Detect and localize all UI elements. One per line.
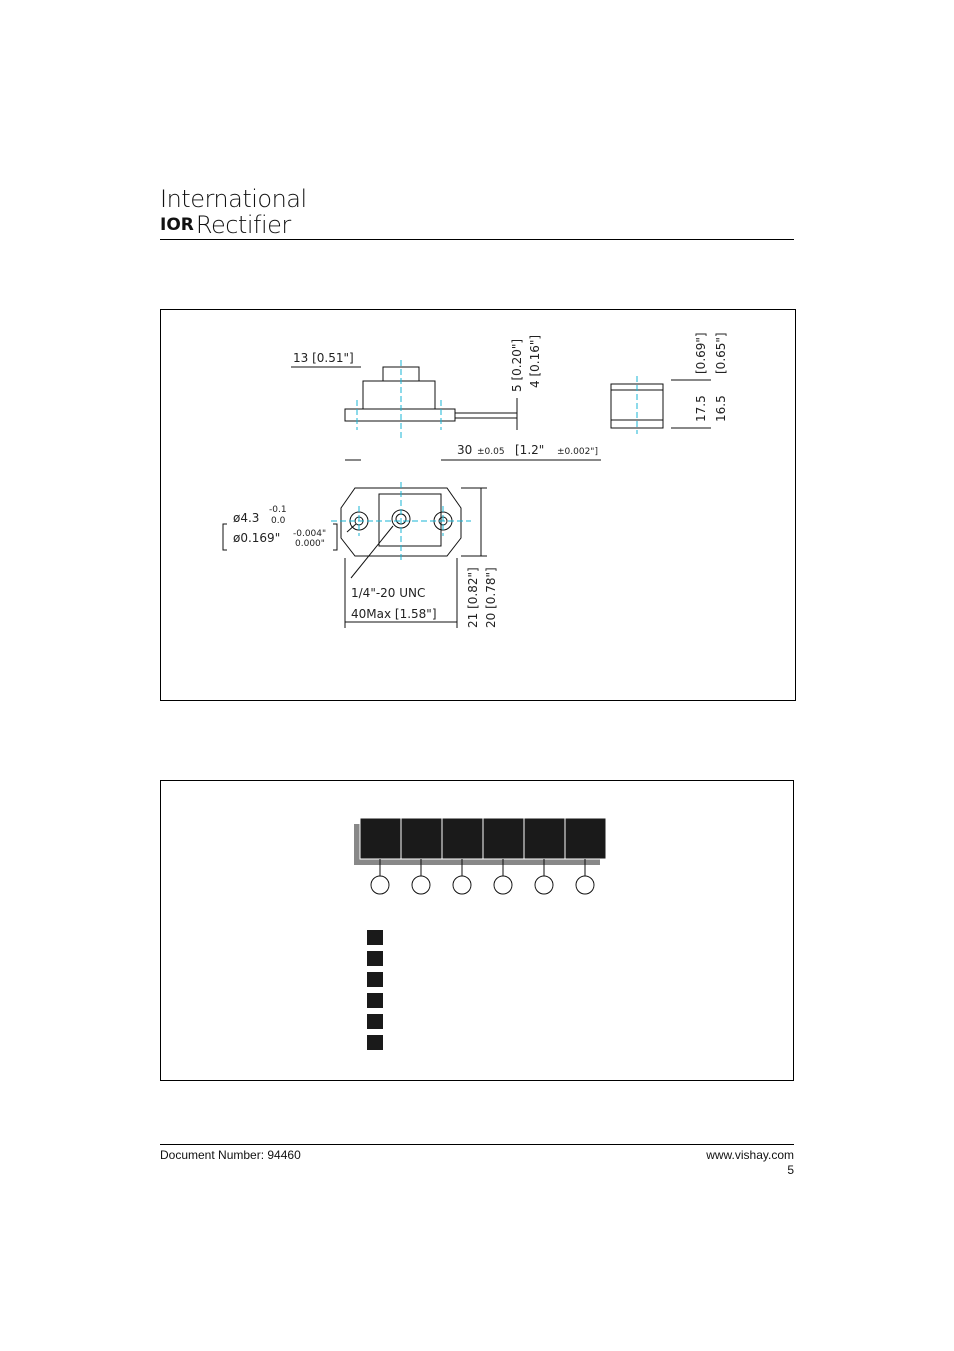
code-position-circle bbox=[535, 876, 553, 894]
code-box bbox=[401, 818, 442, 859]
code-position-circle bbox=[371, 876, 389, 894]
header-rule bbox=[160, 239, 794, 240]
dim-thread: 1/4"-20 UNC bbox=[351, 586, 426, 600]
dim-height-21: 21 [0.82"] bbox=[466, 567, 480, 628]
base-flange bbox=[345, 409, 455, 421]
dim-height-b: 4 [0.16"] bbox=[528, 334, 542, 388]
code-box bbox=[360, 818, 401, 859]
dim-side-a-mm: 17.5 bbox=[694, 395, 708, 422]
ior-logo-mark: IOR bbox=[160, 215, 194, 235]
legend-marker bbox=[367, 972, 383, 987]
legend-marker bbox=[367, 993, 383, 1008]
dim-hole-inch-tol-dn: 0.000" bbox=[295, 539, 325, 549]
legend-marker bbox=[367, 930, 383, 945]
document-number: Document Number: 94460 bbox=[160, 1148, 301, 1162]
dim-height-20: 20 [0.78"] bbox=[484, 567, 498, 628]
dim-hole-inch: ø0.169" bbox=[233, 531, 281, 545]
dim-width-top: 13 [0.51"] bbox=[293, 351, 354, 365]
outline-drawing-panel bbox=[160, 309, 796, 701]
code-position-circle bbox=[494, 876, 512, 894]
website-link[interactable]: www.vishay.com bbox=[706, 1148, 794, 1162]
ordering-code-panel bbox=[160, 780, 794, 1081]
ordering-code-diagram bbox=[161, 781, 793, 1080]
case-body bbox=[363, 381, 435, 409]
page-number: 5 bbox=[787, 1163, 794, 1177]
company-name-line2: Rectifier bbox=[195, 211, 291, 239]
dim-side-b-mm: 16.5 bbox=[714, 395, 728, 422]
dim-lead-length: 30 bbox=[457, 443, 473, 457]
dim-length: 40Max [1.58"] bbox=[351, 607, 437, 621]
dim-height-a: 5 [0.20"] bbox=[510, 338, 524, 392]
code-box bbox=[524, 818, 565, 859]
dim-lead-inch-tol: ±0.002"] bbox=[557, 447, 598, 457]
legend-marker bbox=[367, 951, 383, 966]
company-logo bbox=[160, 186, 307, 238]
code-box bbox=[565, 818, 606, 859]
footer-rule bbox=[160, 1144, 794, 1145]
dim-hole-mm-tol-dn: 0.0 bbox=[271, 516, 286, 526]
dim-hole-inch-tol-up: -0.004" bbox=[293, 529, 327, 539]
code-position-circle bbox=[576, 876, 594, 894]
outline-drawing bbox=[161, 310, 795, 700]
dim-lead-tol: ±0.05 bbox=[477, 447, 505, 457]
company-name-line1: International bbox=[160, 185, 307, 213]
dim-hole-mm: ø4.3 bbox=[233, 511, 260, 525]
code-box bbox=[483, 818, 524, 859]
dim-hole-mm-tol-up: -0.1 bbox=[269, 505, 287, 515]
footer-right bbox=[706, 1148, 794, 1178]
legend-marker bbox=[367, 1014, 383, 1029]
code-box bbox=[442, 818, 483, 859]
dim-lead-inch: [1.2" bbox=[515, 443, 545, 457]
code-position-circle bbox=[412, 876, 430, 894]
legend-marker bbox=[367, 1035, 383, 1050]
dim-side-a-inch: [0.69"] bbox=[694, 332, 708, 374]
dim-side-b-inch: [0.65"] bbox=[714, 332, 728, 374]
code-position-circle bbox=[453, 876, 471, 894]
